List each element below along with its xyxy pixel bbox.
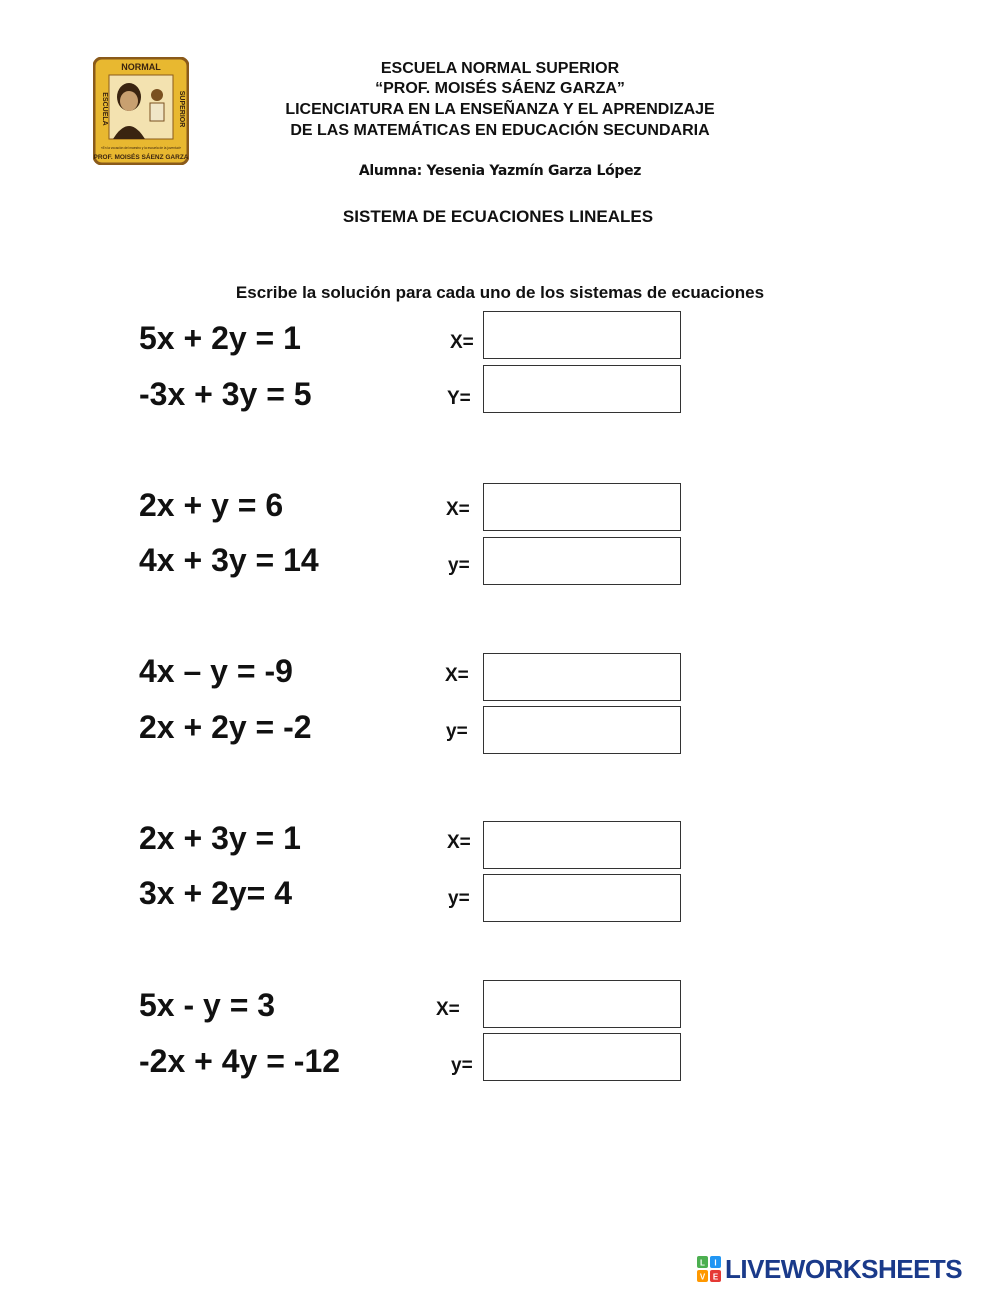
system-1-x-label: X= [450,332,474,353]
svg-text:L: L [700,1258,705,1268]
system-3-y-label: y= [446,721,468,742]
student-name: Alumna: Yesenia Yazmín Garza López [358,163,642,179]
svg-text:E: E [712,1272,719,1282]
system-1-y-label: Y= [447,388,471,409]
system-3-equation-2: 2x + 2y = -2 [139,709,312,745]
liveworksheets-logo [697,1254,962,1284]
system-4-y-label: y= [448,888,470,909]
system-3-x-label: X= [445,665,469,686]
system-5-equation-2: -2x + 4y = -12 [139,1043,341,1079]
system-5-x-label: X= [436,999,460,1020]
system-5-equation-1: 5x - y = 3 [139,987,276,1023]
logo-right-text: SUPERIOR [178,90,185,128]
system-3-x-answer-box[interactable] [483,653,681,701]
logo-top-text: NORMAL [121,62,161,72]
system-5-y-answer-box[interactable] [483,1033,681,1081]
system-2-x-label: X= [446,499,470,520]
system-4-y-answer-box[interactable] [483,874,681,922]
degree-line-2: DE LAS MATEMÁTICAS EN EDUCACIÓN SECUNDARIA [290,122,710,139]
system-5-x-answer-box[interactable] [483,980,681,1028]
school-name: ESCUELA NORMAL SUPERIOR [380,60,620,77]
system-4-x-label: X= [447,832,471,853]
degree-line-1: LICENCIATURA EN LA ENSEÑANZA Y EL APRENDIZAJE [285,101,715,118]
system-3-y-answer-box[interactable] [483,706,681,754]
svg-text:V: V [699,1272,706,1282]
liveworksheets-brand-text: LIVEWORKSHEETS [725,1253,963,1284]
page-title: SISTEMA DE ECUACIONES LINEALES [342,207,654,226]
school-subtitle: “PROF. MOISÉS SÁENZ GARZA” [375,80,625,97]
system-1-y-answer-box[interactable] [483,365,681,413]
instructions: Escribe la solución para cada uno de los sistemas de ecuaciones [235,283,765,302]
logo-motto: «En la vocación del maestro y la escuela de la juventud» [100,146,182,150]
logo-left-text: ESCUELA [101,92,108,126]
system-4-equation-2: 3x + 2y= 4 [139,875,293,911]
system-2-y-answer-box[interactable] [483,537,681,585]
svg-text:I: I [714,1258,717,1268]
system-2-equation-2: 4x + 3y = 14 [139,542,319,578]
liveworksheets-icon [697,1256,721,1282]
system-4-equation-1: 2x + 3y = 1 [139,820,301,856]
system-3-equation-1: 4x – y = -9 [139,653,293,689]
system-2-x-answer-box[interactable] [483,483,681,531]
system-2-y-label: y= [448,555,470,576]
logo-bottom-text: PROF. MOISÉS SÁENZ GARZA [93,154,189,161]
system-1-x-answer-box[interactable] [483,311,681,359]
system-4-x-answer-box[interactable] [483,821,681,869]
system-1-equation-1: 5x + 2y = 1 [139,320,301,356]
system-1-equation-2: -3x + 3y = 5 [139,376,312,412]
system-2-equation-1: 2x + y = 6 [139,487,284,523]
system-5-y-label: y= [451,1055,473,1076]
